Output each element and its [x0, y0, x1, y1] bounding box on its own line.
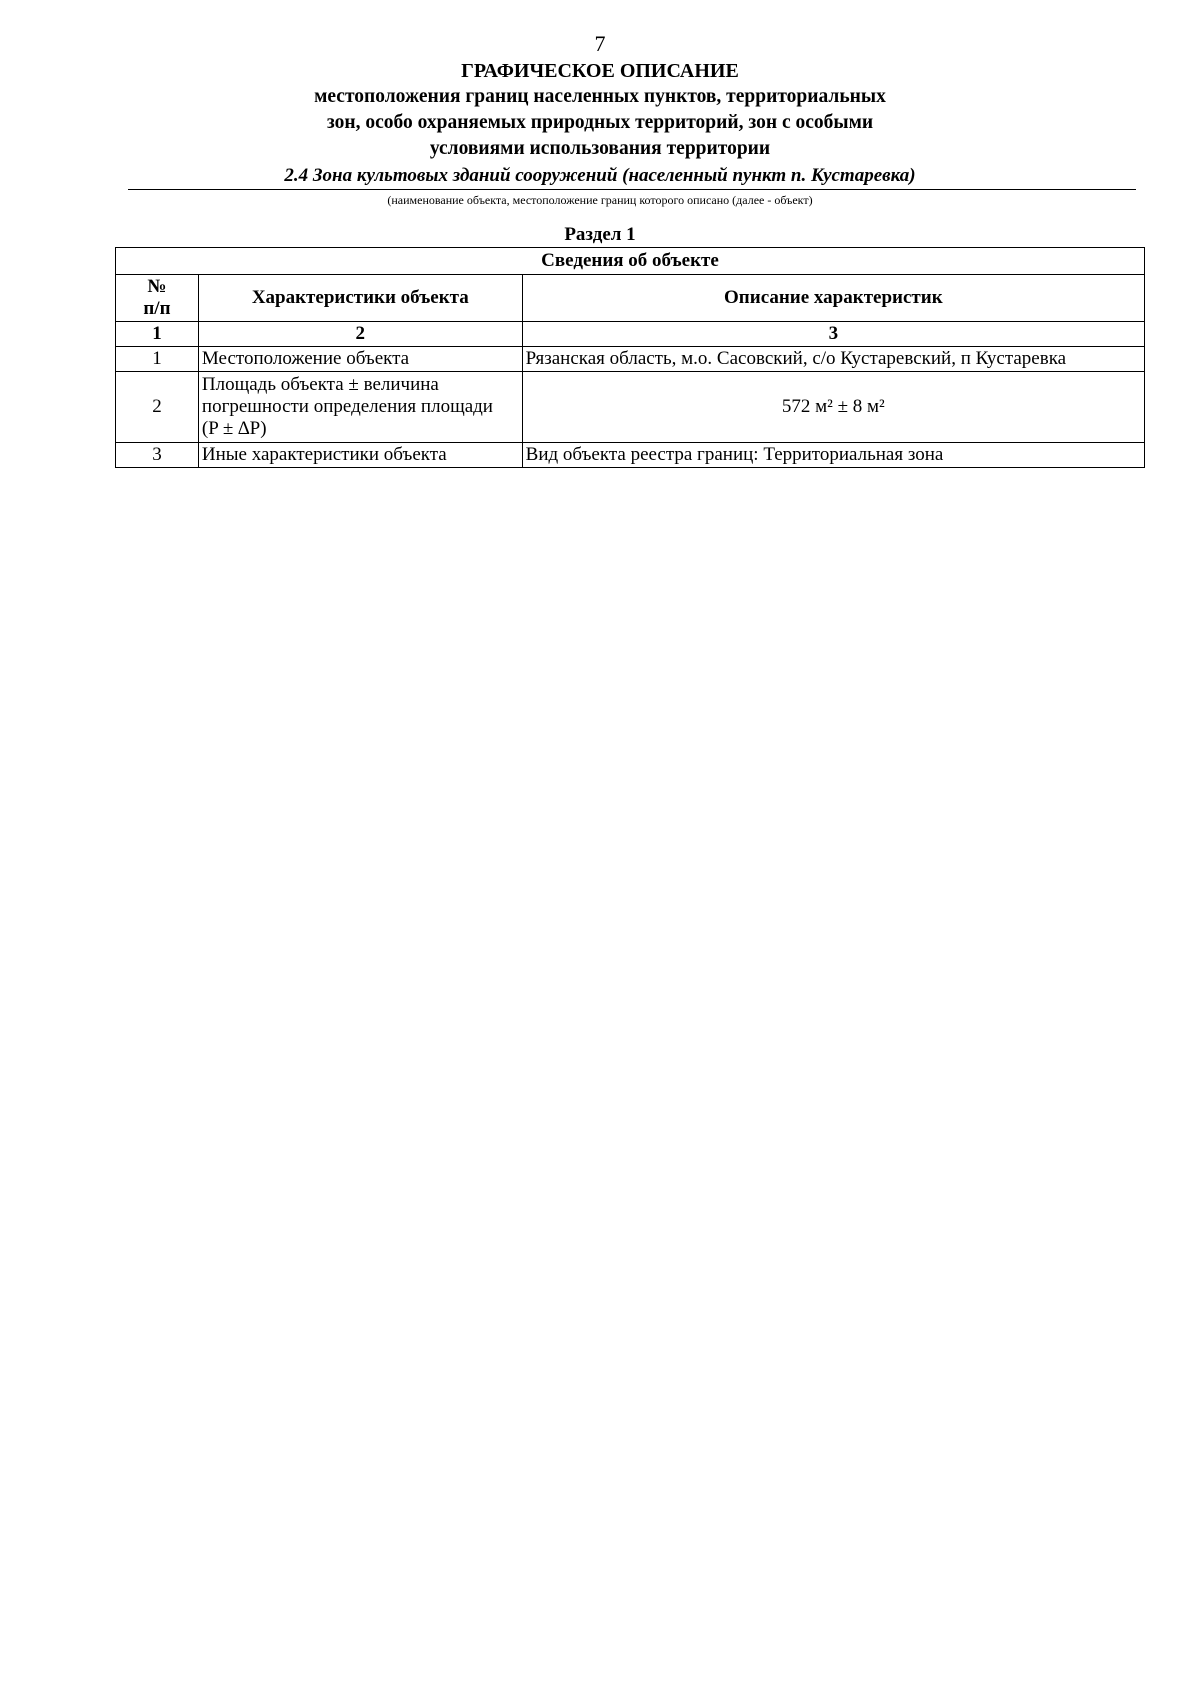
- header-num-line-2: п/п: [143, 298, 171, 319]
- row-characteristic: Иные характеристики объекта: [198, 443, 522, 468]
- table-row: [116, 347, 1145, 372]
- table-caption-row: [116, 248, 1145, 275]
- header-characteristic: Характеристики объекта: [198, 275, 522, 322]
- document-subtitle-line-1: местоположения границ населенных пунктов, территориальных: [314, 86, 886, 107]
- column-number-row: [116, 322, 1145, 347]
- row-num: 3: [116, 443, 199, 468]
- row-description: Рязанская область, м.о. Сасовский, с/о Кустаревский, п Кустаревка: [522, 347, 1144, 372]
- object-name-caption: (наименование объекта, местоположение границ которого описано (далее - объект): [387, 193, 813, 207]
- row-num: 2: [116, 372, 199, 443]
- column-number-2: 2: [198, 322, 522, 347]
- object-info-table: [115, 247, 1145, 468]
- header-num-line-1: №: [147, 276, 167, 297]
- object-name: 2.4 Зона культовых зданий сооружений (населенный пункт п. Кустаревка): [284, 165, 916, 186]
- row-characteristic: [198, 372, 522, 443]
- table-row: [116, 372, 1145, 443]
- column-number-3: 3: [522, 322, 1144, 347]
- table-row: [116, 443, 1145, 468]
- row-characteristic: Местоположение объекта: [198, 347, 522, 372]
- document-title: ГРАФИЧЕСКОЕ ОПИСАНИЕ: [461, 60, 739, 82]
- row-description: Вид объекта реестра границ: Территориальная зона: [522, 443, 1144, 468]
- row-num: 1: [116, 347, 199, 372]
- column-number-1: 1: [116, 322, 199, 347]
- document-subtitle-line-2: зон, особо охраняемых природных территорий, зон с особыми: [326, 112, 874, 133]
- title-block: [0, 58, 1200, 162]
- header-num: [116, 275, 199, 322]
- row-characteristic-line-2: погрешности определения площади: [201, 396, 493, 417]
- header-description: Описание характеристик: [522, 275, 1144, 322]
- section-title: Раздел 1: [564, 224, 636, 245]
- row-description: 572 м² ± 8 м²: [522, 372, 1144, 443]
- table-header-row: [116, 275, 1145, 322]
- page-number: 7: [594, 31, 606, 56]
- row-characteristic-line-3: (P ± ∆P): [201, 418, 267, 439]
- object-name-underline: [128, 189, 1136, 190]
- row-characteristic-line-1: Площадь объекта ± величина: [201, 374, 439, 395]
- table-caption: Сведения об объекте: [116, 248, 1145, 275]
- document-subtitle-line-3: условиями использования территории: [429, 138, 771, 159]
